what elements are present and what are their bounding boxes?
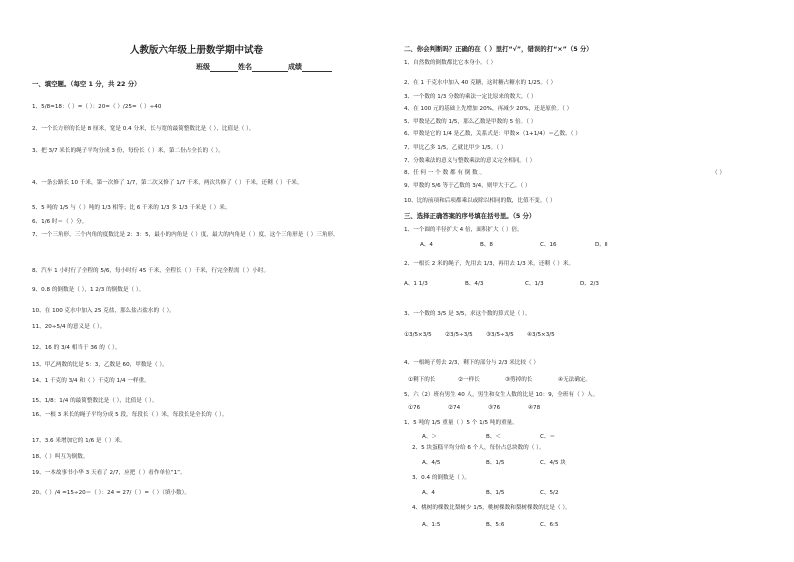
s3-q5-option-3[interactable]: ③76 [488, 405, 501, 411]
s1-question-5: 5、5 吨的 1/5 与（ ）吨的 1/3 相等；比 6 千米的 1/3 多 1/3 千米是（ ）米。 [32, 205, 231, 211]
s3-q3-option-2[interactable]: ②3/5÷3/5 [445, 332, 473, 338]
name-blank[interactable] [252, 65, 288, 72]
s3-q5-option-4[interactable]: ④78 [528, 405, 541, 411]
s3-q5-option-1[interactable]: ①76 [408, 405, 421, 411]
s3-q3-option-3[interactable]: ③3/5÷3/5 [486, 332, 514, 338]
s1-question-19: 19、一本故事书小华 3 天看了 2/7，应把（ ）看作单位“1”。 [32, 470, 186, 476]
s3-question-1: 1、一个圆的半径扩大 4 倍，面积扩大（ ）倍。 [404, 227, 523, 233]
s3-q1-option-d[interactable]: D、Ⅱ [595, 242, 608, 248]
s3-question-5: 5、六（2）班有男生 40 人，男生和女生人数的比是 10：9，全班有（ ）人。 [404, 392, 599, 398]
s2-question-2: 2、在 1 千克水中加入 40 克糖，这时糖占糖水的 1/25。（ ） [404, 80, 557, 86]
exam-title: 人教版六年级上册数学期中试卷 [130, 45, 264, 56]
s2-question-7: 7、甲比乙多 1/5，乙就比甲少 1/5。（ ） [404, 145, 507, 151]
s3-q6-option-c[interactable]: C、＝ [540, 434, 556, 440]
s1-question-9: 9、0.8 的倒数是（ ），1 2/3 的倒数是（ ）。 [32, 287, 145, 293]
s3-q7-option-a[interactable]: A、4/5 [422, 460, 441, 466]
section1-heading: 一、填空题。（每空 1 分，共 22 分） [32, 80, 141, 88]
s1-question-11: 11、20÷5/4 的意义是（ ）。 [32, 324, 106, 330]
s3-q5-option-2[interactable]: ②74 [448, 405, 461, 411]
s2-question-1: 1、自然数的倒数都比它本身小。（ ） [404, 60, 497, 66]
score-blank[interactable] [302, 65, 332, 72]
s2-question-7b: 7、分数乘法的意义与整数乘法的意义完全相同。（ ） [404, 158, 536, 164]
s1-question-14: 14、1 千克的 3/4 和（ ）千克的 1/4 一样重。 [32, 378, 150, 384]
s3-q7-option-c[interactable]: C、4/5 块 [540, 460, 566, 466]
s3-question-6: 1、5 吨的 1/5 重量（ ）5 个 1/5 吨的重量。 [404, 420, 518, 426]
s2-question-10: 10、比的前项和后项都乘以或除以相同的数，比值不变。（ ） [404, 198, 556, 204]
s3-q4-option-2[interactable]: ②一样长 [458, 377, 480, 383]
s2-question-4: 4、在 100 元的基础上先增加 20%，再减少 20%，还是原价。（ ） [404, 106, 573, 112]
s3-q8-option-b[interactable]: B、1/5 [486, 490, 505, 496]
s1-question-2: 2、一个长方形的长是 8 厘米，宽是 0.4 分米，长与宽的最简整数比是（ ），比值是（ ）。 [32, 126, 255, 132]
s3-question-7: 2、5 块蛋糕平均分给 6 个人，每份占总块数的（ ）。 [412, 445, 545, 451]
s1-question-3: 3、把 3/7 米长的绳子平均分成 3 份，每份长（ ）米，第二份占全长的（ ）。 [32, 148, 224, 154]
name-label: 姓名 [238, 63, 252, 71]
s3-q2-option-b[interactable]: B、4/3 [465, 281, 484, 287]
s3-q6-option-b[interactable]: B、＜ [486, 434, 502, 440]
s3-q1-option-b[interactable]: B、8 [480, 242, 493, 248]
s3-q9-option-a[interactable]: A、1:5 [422, 522, 441, 528]
s1-question-6: 6、1/6 时＝（ ）分。 [32, 219, 88, 225]
s3-q1-option-c[interactable]: C、16 [540, 242, 557, 248]
s1-question-1: 1、5/8=18：（ ）=（ ）：20=（ ）/25=（ ）÷40 [32, 104, 162, 110]
s1-question-12: 12、16 的 3/4 相当于 36 的（ ）。 [32, 345, 121, 351]
s1-question-10: 10、在 100 克水中加入 25 克盐，那么盐占盐水的（ ）。 [32, 308, 175, 314]
s3-q2-option-d[interactable]: D、2/3 [580, 281, 599, 287]
s3-q4-option-3[interactable]: ③剪掉的长 [505, 377, 533, 383]
s2-question-8: 8、任 何 一 个 数 都 有 倒 数 。 [404, 170, 486, 176]
s2-question-3: 3、一个数的 1/3 分数的乘法一定比原来的数大。（ ） [404, 94, 537, 100]
s1-question-15: 15、1/8：1/4 的最简整数比是（ ），比值是（ ）。 [32, 398, 158, 404]
s1-question-17: 17、3.6 米增加它的 1/6 是（ ）米。 [32, 438, 126, 444]
class-label: 班级 [196, 63, 210, 71]
s3-question-2: 2、一根长 2 米的绳子，先用去 1/3，再用去 1/3 米，还剩（ ）米。 [404, 261, 575, 267]
s1-question-4: 4、一条公路长 10 千米，第一次修了 1/7，第二次又修了 1/7 千米，两次共修了（ ）千米，还剩（ ）千米。 [32, 180, 303, 186]
s1-question-7: 7、一个三角形，三个内角的度数比是 2：3：5，最小的内角是（ ）度，最大的内角是（ ）度，这个三角形是（ ）三角形。 [32, 232, 339, 238]
section2-heading: 二、你会判断吗？正确的在（ ）里打“√”，错误的打“×”（5 分） [404, 45, 593, 53]
s3-q2-option-a[interactable]: A、1 1/3 [404, 281, 428, 287]
section3-heading: 三、选择正确答案的序号填在括号里。（5 分） [404, 212, 536, 220]
s3-q6-option-a[interactable]: A、＞ [422, 434, 438, 440]
class-blank[interactable] [210, 65, 238, 72]
s1-question-16: 16、一根 3 米长的绳子平均分成 5 段，每段长（ ）米，每段长是全长的（ ）。 [32, 412, 228, 418]
student-info-line [196, 63, 332, 72]
s1-question-20: 20、（ ）/4 =15÷20＝（ ）：24 = 27/（ ）=（ ）（填小数）。 [32, 490, 191, 496]
s3-question-8: 3、0.4 的倒数是（ ）。 [412, 475, 470, 481]
s3-q8-option-c[interactable]: C、5/2 [540, 490, 559, 496]
s3-q8-option-a[interactable]: A、4 [422, 490, 435, 496]
s3-q3-option-4[interactable]: ④3/5×3/5 [527, 332, 555, 338]
s2-question-6: 6、甲数是它的 1/4 是乙数，关系式是：甲数×（1+1/4）＝乙数。（ ） [404, 131, 581, 137]
score-label: 成绩 [288, 63, 302, 71]
s3-q9-option-b[interactable]: B、5:6 [486, 522, 505, 528]
s1-question-8: 8、汽车 1 小时行了全程的 5/6，每小时行 45 千米，全程长（ ）千米，行完全程需（ ）小时。 [32, 268, 270, 274]
s3-question-9: 4、桃树的棵数比梨树少 1/5，桃树棵数和梨树棵数的比是（ ）。 [412, 505, 571, 511]
s3-q9-option-c[interactable]: C、6:5 [540, 522, 559, 528]
s2-question-8-mark[interactable]: （ ） [712, 170, 725, 176]
s2-question-5: 5、甲数是乙数的 1/5，那么乙数是甲数的 5 倍。（ ） [404, 119, 537, 125]
s3-question-4: 4、一根绳子剪去 2/3，剩下的部分与 2/3 米比较（ ） [404, 360, 539, 366]
s1-question-13: 13、甲乙两数的比是 5：3，乙数是 60，甲数是（ ）。 [32, 362, 168, 368]
s3-q7-option-b[interactable]: B、1/5 [486, 460, 505, 466]
s3-q4-option-4[interactable]: ④无法确定。 [558, 377, 591, 383]
s1-question-18: 18、（ ）叫互为倒数。 [32, 454, 89, 460]
s3-q2-option-c[interactable]: C、1/3 [525, 281, 544, 287]
s3-q3-option-1[interactable]: ①3/5×3/5 [404, 332, 432, 338]
s3-question-3: 3、一个数的 3/5 是 3/5，求这个数的算式是（ ）。 [404, 311, 531, 317]
s2-question-9: 9、甲数的 5/6 等于乙数的 3/4，则甲大于乙。（ ） [404, 183, 531, 189]
s3-q1-option-a[interactable]: A、4 [420, 242, 433, 248]
s3-q4-option-1[interactable]: ①剩下的长 [408, 377, 436, 383]
